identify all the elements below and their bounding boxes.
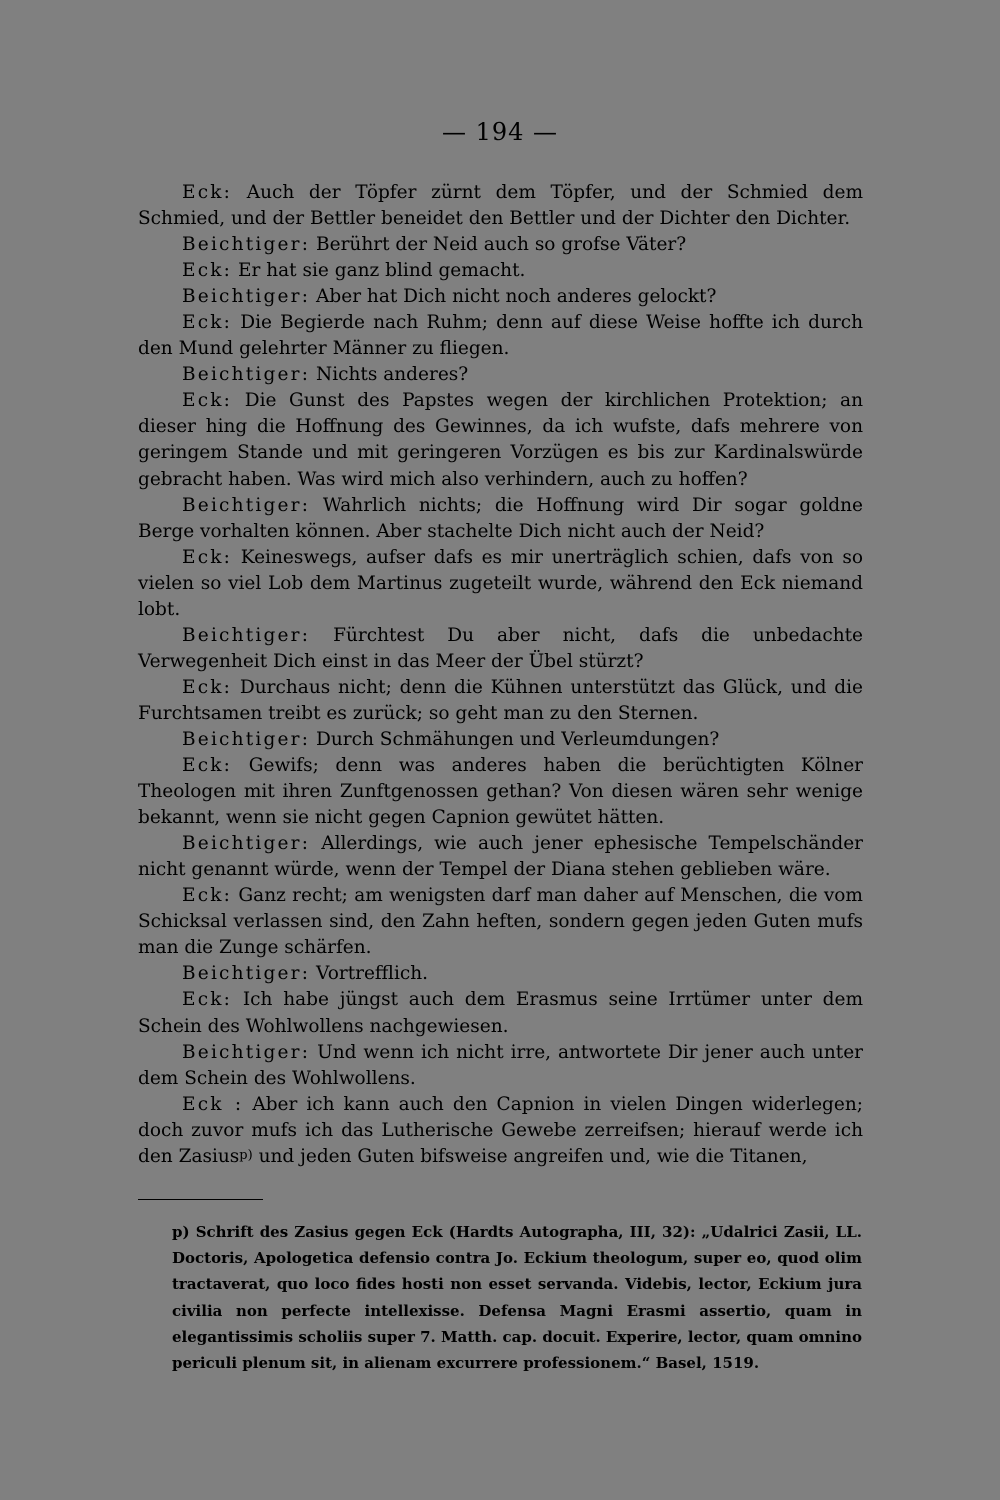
speaker-label: Beichtiger: [182,833,311,855]
dialogue-paragraph [138,258,863,284]
dialogue-paragraph [138,961,863,987]
dialogue-paragraph [138,675,863,727]
speaker-label: Eck: [182,989,233,1011]
paragraph-text: Vortrefflich. [316,963,429,985]
speaker-label: Eck: [182,390,233,412]
speaker-label: Beichtiger: [182,234,311,256]
paragraph-text: Gewifs; denn was anderes haben die berüchtigten Kölner Theologen mit ihren Zunftgenossen gethan? Von diesen wären sehr wenige bekannt, wenn sie nicht gegen Capnion gewütet hätten. [138,755,863,829]
dialogue-paragraph [138,987,863,1039]
dialogue-paragraph [138,1040,863,1092]
paragraph-text: Nichts anderes? [316,364,469,386]
dialogue-paragraph [138,388,863,492]
paragraph-text: Allerdings, wie auch jener ephesische Tempelschänder nicht genannt würde, wenn der Tempel der Diana stehen geblieben wäre. [138,833,863,881]
paragraph-text: Durchaus nicht; denn die Kühnen unterstützt das Glück, und die Furchtsamen treibt es zurück; so geht man zu den Sternen. [138,676,863,724]
dialogue-paragraph [138,1092,863,1172]
paragraph-text: und jeden Guten bifsweise angreifen und, wie die Titanen, [252,1145,808,1167]
paragraph-text: Aber ich kann auch den Capnion in vielen Dingen widerlegen; doch zuvor mufs ich das Lutherische Gewebe zerreifsen; hierauf werde ich den Zasius [138,1093,863,1167]
speaker-label: Eck: [182,546,233,568]
footnote-marker: p) [172,1223,190,1241]
dialogue-paragraph [138,545,863,623]
paragraph-text: Wahrlich nichts; die Hoffnung wird Dir sogar goldne Berge vorhalten können. Aber stachelte Dich nicht auch der Neid? [138,494,863,542]
speaker-label: Eck : [182,1093,244,1115]
footnote [172,1219,862,1376]
dialogue-paragraph [138,232,863,258]
paragraph-text: Aber hat Dich nicht noch anderes gelockt? [316,286,717,308]
dialogue-paragraph [138,362,863,388]
speaker-label: Eck: [182,182,233,203]
speaker-label: Beichtiger: [182,364,311,386]
speaker-label: Beichtiger: [182,286,311,308]
speaker-label: Beichtiger: [182,494,311,516]
dialogue-paragraph [138,727,863,753]
paragraph-text: Er hat sie ganz blind gemacht. [238,260,526,282]
paragraph-text: Auch der Töpfer zürnt dem Töpfer, und der Schmied dem Schmied, und der Bettler beneidet den Bettler und der Dichter den Dichter. [138,182,863,230]
dialogue-paragraph [138,284,863,310]
dialogue-paragraph [138,623,863,675]
footnote-text: Schrift des Zasius gegen Eck (Hardts Autographa, III, 32): „Udalrici Zasii, LL. Doctoris, Apologetica defensio contra Jo. Eckium theologum, super eo, quod olim tractaverat, quo loco fides hosti non esset servanda. Videbis, lector, Eckium jura civilia non perfecte intellexisse. Defensa Magni Erasmi assertio, quam in elegantissimis scholiis super 7. Matth. cap. docuit. Experire, lector, quam omnino periculi plenum sit, in alienam excurrere professionem.“ Basel, 1519. [172,1223,862,1373]
dialogue-paragraph [138,883,863,961]
speaker-label: Beichtiger: [182,963,311,985]
dialogue-text [138,180,863,1172]
page-number: — 194 — [441,118,559,146]
paragraph-text: Ich habe jüngst auch dem Erasmus seine Irrtümer unter dem Schein des Wohlwollens nachgewiesen. [138,989,863,1037]
speaker-label: Beichtiger: [182,1041,311,1063]
speaker-label: Eck: [182,676,233,698]
speaker-label: Eck: [182,885,233,907]
dialogue-paragraph [138,493,863,545]
dialogue-paragraph [138,831,863,883]
paragraph-text: Die Gunst des Papstes wegen der kirchlichen Protektion; an dieser hing die Hoffnung des Gewinnes, da ich wufste, dafs mehrere von geringem Stande und mit geringeren Vorzügen es bis zur Kardinalswürde gebracht haben. Was wird mich also verhindern, auch zu hoffen? [138,390,863,490]
speaker-label: Eck: [182,755,233,777]
paragraph-text: Die Begierde nach Ruhm; denn auf diese Weise hoffte ich durch den Mund gelehrter Männer zu fliegen. [138,312,863,360]
dialogue-paragraph [138,180,863,232]
footnote-reference[interactable]: p) [239,1147,253,1163]
paragraph-text: Ganz recht; am wenigsten darf man daher auf Menschen, die vom Schicksal verlassen sind, den Zahn heften, sondern gegen jeden Guten mufs man die Zunge schärfen. [138,885,863,959]
paragraph-text: Berührt der Neid auch so grofse Väter? [316,234,687,256]
speaker-label: Beichtiger: [182,624,311,646]
dialogue-paragraph [138,310,863,362]
footnote-divider [138,1199,263,1200]
paragraph-text: Fürchtest Du aber nicht, dafs die unbedachte Verwegenheit Dich einst in das Meer der Übel stürzt? [138,624,863,672]
paragraph-text: Und wenn ich nicht irre, antwortete Dir jener auch unter dem Schein des Wohlwollens. [138,1041,863,1089]
speaker-label: Eck: [182,312,233,334]
dialogue-paragraph [138,753,863,831]
paragraph-text: Keineswegs, aufser dafs es mir unerträglich schien, dafs von so vielen so viel Lob dem Martinus zugeteilt wurde, während den Eck niemand lobt. [138,546,863,620]
paragraph-text: Durch Schmähungen und Verleumdungen? [316,728,720,750]
speaker-label: Beichtiger: [182,728,311,750]
speaker-label: Eck: [182,260,233,282]
